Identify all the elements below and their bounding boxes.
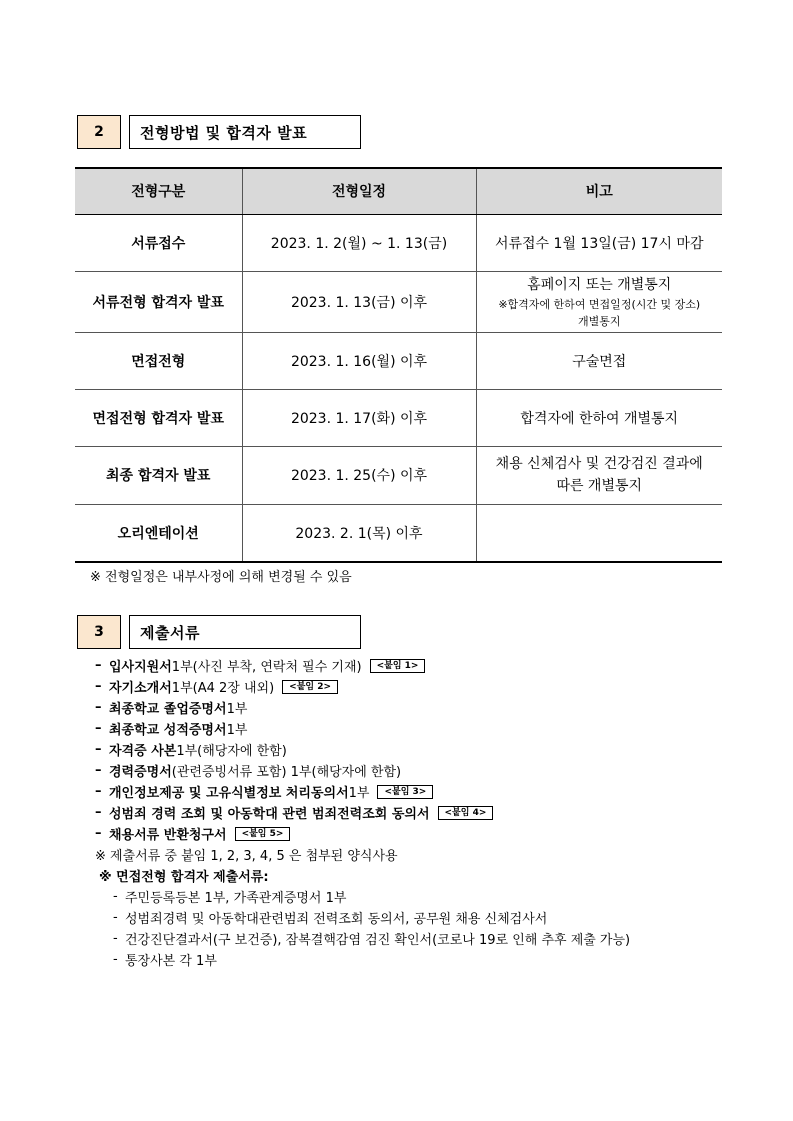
attachment-tag: <붙임 3> [377, 785, 433, 799]
section-2-title: 전형방법 및 합격자 발표 [140, 123, 308, 142]
attachment-tag: <붙임 2> [282, 680, 338, 694]
documents-note: ※ 제출서류 중 붙임 1, 2, 3, 4, 5 은 첨부된 양식사용 [95, 849, 398, 864]
row-note [476, 504, 722, 562]
doc-detail: 1부 [226, 723, 248, 738]
dash-bullet: - [113, 952, 118, 967]
doc-detail: 1부 [226, 702, 248, 717]
doc-name: 성범죄 경력 조회 및 아동학대 관련 범죄전력조회 동의서 [109, 807, 430, 822]
doc-name: 자격증 사본 [109, 744, 177, 759]
list-item [95, 781, 735, 802]
table-header-row [75, 168, 722, 214]
list-item [95, 718, 735, 739]
schedule-note: ※ 전형일정은 내부사정에 의해 변경될 수 있음 [90, 570, 352, 585]
row-note: 서류접수 1월 13일(금) 17시 마감 [476, 214, 722, 271]
dash-bullet: - [113, 889, 118, 904]
dash-bullet: – [95, 700, 102, 715]
dash-bullet: – [95, 679, 102, 694]
list-item [113, 907, 735, 928]
dash-bullet: - [113, 910, 118, 925]
table-row [75, 271, 722, 332]
dash-bullet: – [95, 763, 102, 778]
attachment-tag: <붙임 5> [235, 827, 291, 841]
row-date: 2023. 1. 13(금) 이후 [242, 271, 476, 332]
list-item [95, 697, 735, 718]
list-item [95, 676, 735, 697]
doc-name: 경력증명서 [109, 765, 172, 780]
list-item [95, 760, 735, 781]
header-date: 전형일정 [242, 168, 476, 214]
dash-bullet: - [113, 931, 118, 946]
documents-list [95, 655, 735, 970]
row-note: 구술면접 [476, 332, 722, 389]
header-category: 전형구분 [75, 168, 242, 214]
list-item [95, 739, 735, 760]
header-note: 비고 [476, 168, 722, 214]
table-row [75, 446, 722, 504]
row-category: 오리엔테이션 [75, 504, 242, 562]
section-2-header [77, 115, 361, 149]
doc-name: 개인정보제공 및 고유식별정보 처리동의서 [109, 786, 349, 801]
dash-bullet: – [95, 658, 102, 673]
interview-doc: 통장사본 각 1부 [125, 954, 217, 969]
row-note-line: 따른 개별통지 [556, 478, 643, 494]
row-date: 2023. 1. 17(화) 이후 [242, 389, 476, 446]
row-note-main: 홈페이지 또는 개별통지 [527, 276, 672, 293]
list-item [113, 928, 735, 949]
section-3-header [77, 615, 361, 649]
dash-bullet: – [95, 805, 102, 820]
doc-name: 최종학교 졸업증명서 [109, 702, 227, 717]
table-row [75, 389, 722, 446]
interview-doc: 건강진단결과서(구 보건증), 잠복결핵감염 검진 확인서(코로나 19로 인해 추후 제출 가능) [125, 933, 631, 948]
table-row [75, 214, 722, 271]
row-note-line: 채용 신체검사 및 건강검진 결과에 [495, 456, 703, 472]
row-date: 2023. 1. 16(월) 이후 [242, 332, 476, 389]
row-note-sub: ※합격자에 한하여 면접일정(시간 및 장소) [498, 297, 701, 311]
doc-detail: 1부 [348, 786, 370, 801]
list-item [95, 823, 735, 844]
doc-name: 입사지원서 [109, 660, 172, 675]
row-note: 합격자에 한하여 개별통지 [476, 389, 722, 446]
interview-docs-heading: ※ 면접전형 합격자 제출서류: [99, 870, 269, 885]
row-date: 2023. 2. 1(목) 이후 [242, 504, 476, 562]
attachment-tag: <붙임 4> [438, 806, 494, 820]
doc-detail: 1부(해당자에 한함) [176, 744, 287, 759]
row-category: 최종 합격자 발표 [75, 446, 242, 504]
doc-detail: (관련증빙서류 포함) 1부(해당자에 한함) [171, 765, 402, 780]
section-3-title-box [129, 615, 361, 649]
interview-doc: 성범죄경력 및 아동학대관련범죄 전력조회 동의서, 공무원 채용 신체검사서 [125, 912, 548, 927]
dash-bullet: – [95, 721, 102, 736]
table-row [75, 332, 722, 389]
list-item [95, 802, 735, 823]
attachment-tag: <붙임 1> [370, 659, 426, 673]
doc-name: 채용서류 반환청구서 [109, 828, 227, 843]
doc-name: 최종학교 성적증명서 [109, 723, 227, 738]
dash-bullet: – [95, 826, 102, 841]
section-3-title: 제출서류 [140, 623, 200, 642]
section-2-title-box [129, 115, 361, 149]
doc-detail: 1부(A4 2장 내외) [171, 681, 275, 696]
row-date: 2023. 1. 2(월) ~ 1. 13(금) [242, 214, 476, 271]
row-category: 면접전형 합격자 발표 [75, 389, 242, 446]
dash-bullet: – [95, 742, 102, 757]
doc-name: 자기소개서 [109, 681, 172, 696]
row-category: 면접전형 [75, 332, 242, 389]
dash-bullet: – [95, 784, 102, 799]
row-note-sub: 개별통지 [577, 314, 621, 328]
doc-detail: 1부(사진 부착, 연락처 필수 기재) [171, 660, 362, 675]
row-category: 서류접수 [75, 214, 242, 271]
section-2-number: 2 [77, 115, 121, 149]
table-row [75, 504, 722, 562]
list-item [113, 886, 735, 907]
interview-doc: 주민등록등본 1부, 가족관계증명서 1부 [125, 891, 347, 906]
section-3-number: 3 [77, 615, 121, 649]
list-item [95, 655, 735, 676]
row-category: 서류전형 합격자 발표 [75, 271, 242, 332]
row-note [476, 271, 722, 332]
list-item [113, 949, 735, 970]
schedule-table [75, 167, 722, 563]
row-note [476, 446, 722, 504]
row-date: 2023. 1. 25(수) 이후 [242, 446, 476, 504]
